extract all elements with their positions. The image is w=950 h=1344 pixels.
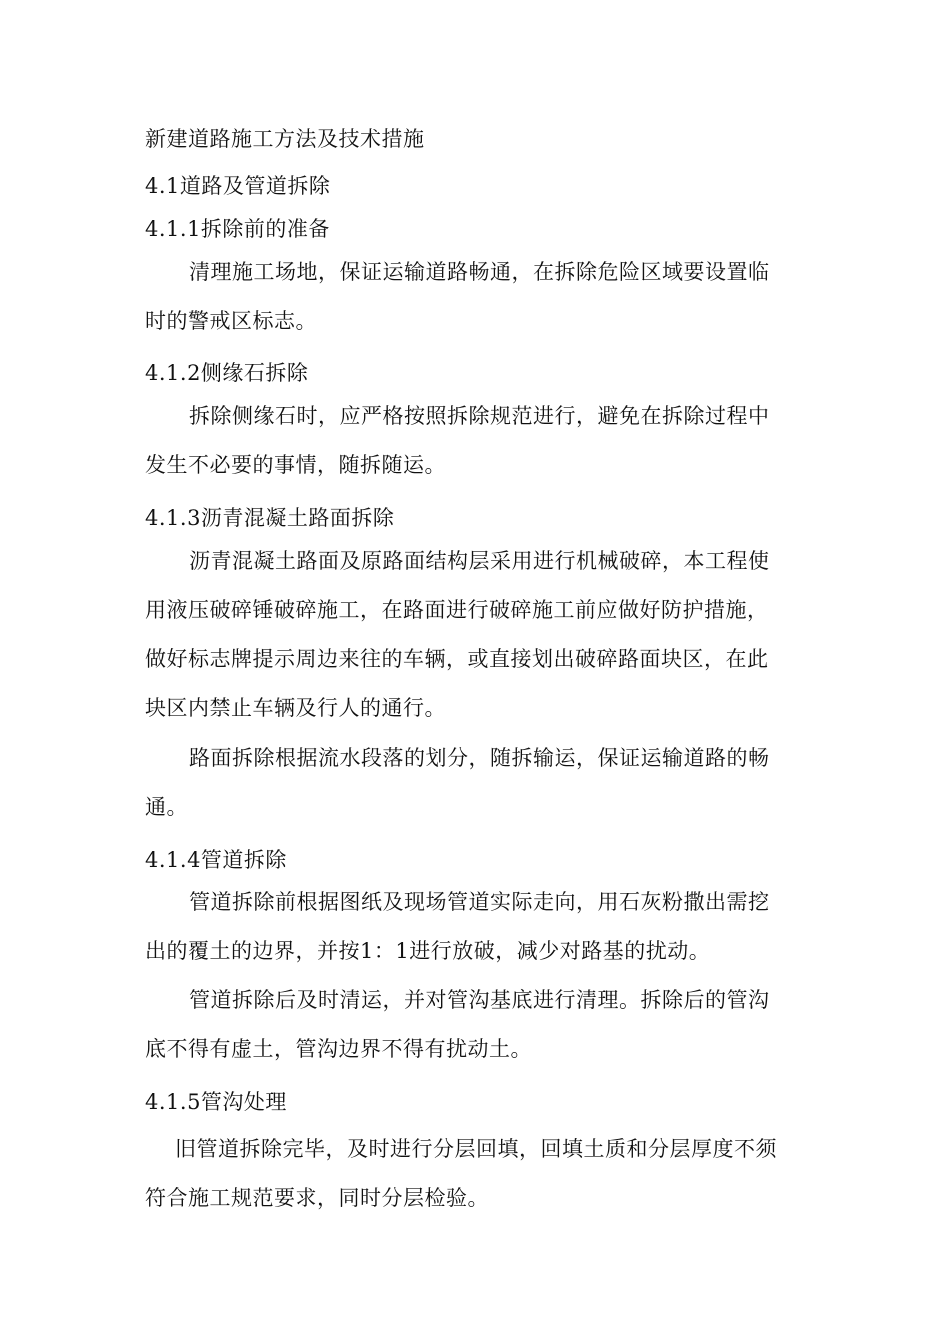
document-title: 新建道路施工方法及技术措施 [145,127,425,151]
paragraph-line: 用液压破碎锤破碎施工，在路面进行破碎施工前应做好防护措施， [145,598,769,622]
paragraph-line: 做好标志牌提示周边来往的车辆，或直接划出破碎路面块区，在此 [145,647,769,671]
section-heading-4-1-1: 4.1.1拆除前的准备 [145,217,330,241]
section-heading-4-1-5: 4.1.5管沟处理 [145,1090,287,1114]
paragraph-line: 发生不必要的事情，随拆随运。 [145,453,446,477]
paragraph-line: 路面拆除根据流水段落的划分，随拆输运，保证运输道路的畅 [189,746,770,770]
section-heading-4-1-3: 4.1.3沥青混凝土路面拆除 [145,506,395,530]
paragraph-line: 管道拆除前根据图纸及现场管道实际走向，用石灰粉撒出需挖 [189,890,770,914]
paragraph-line: 底不得有虚土，管沟边界不得有扰动土。 [145,1037,532,1061]
paragraph-line: 时的警戒区标志。 [145,309,317,333]
paragraph-line: 块区内禁止车辆及行人的通行。 [145,696,446,720]
paragraph-line: 清理施工场地，保证运输道路畅通，在拆除危险区域要设置临 [189,260,770,284]
paragraph-line: 通。 [145,795,188,819]
section-heading-4-1-2: 4.1.2侧缘石拆除 [145,361,309,385]
section-heading-4-1: 4.1道路及管道拆除 [145,174,331,198]
paragraph-line: 符合施工规范要求，同时分层检验。 [145,1186,489,1210]
paragraph-line: 管道拆除后及时清运，并对管沟基底进行清理。拆除后的管沟 [189,988,770,1012]
paragraph-line: 拆除侧缘石时，应严格按照拆除规范进行，避免在拆除过程中 [189,404,770,428]
paragraph-line: 出的覆土的边界，并按1：1进行放破，减少对路基的扰动。 [145,939,711,963]
paragraph-line: 旧管道拆除完毕，及时进行分层回填，回填土质和分层厚度不须 [175,1137,777,1161]
paragraph-line: 沥青混凝土路面及原路面结构层采用进行机械破碎，本工程使 [189,549,770,573]
section-heading-4-1-4: 4.1.4管道拆除 [145,848,287,872]
